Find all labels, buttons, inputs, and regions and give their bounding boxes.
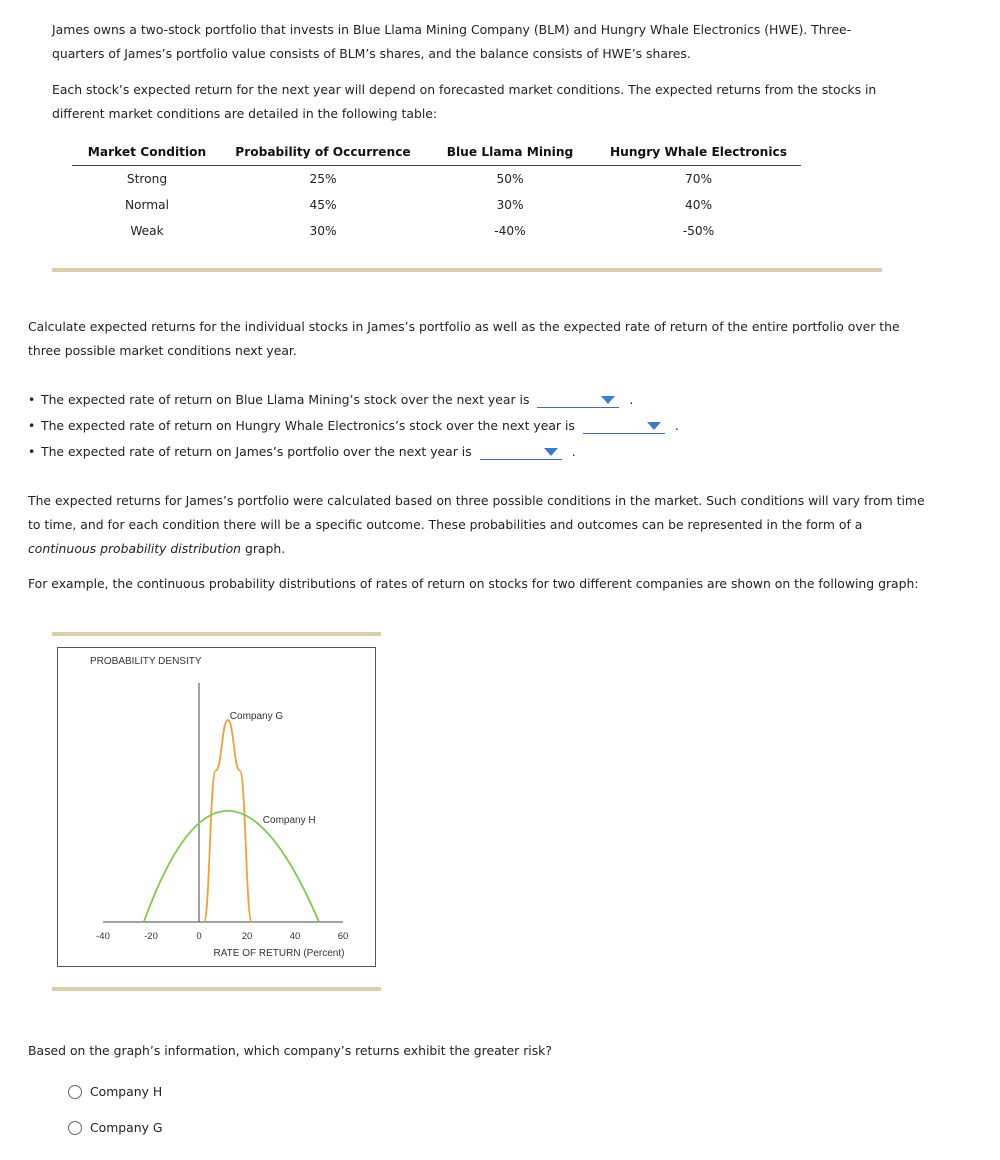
graph-bottom-divider bbox=[52, 987, 381, 991]
market-conditions-table bbox=[72, 143, 801, 244]
cell-condition: Strong bbox=[126, 172, 168, 186]
period: . bbox=[629, 392, 634, 407]
probability-distribution-chart bbox=[57, 647, 376, 967]
cell-probability: 25% bbox=[309, 172, 337, 186]
explanation-text-1: The expected returns for James’s portfolio were calculated based on three possible conditions in the market. Such conditions will vary from time to time, and for each condition there will be a specific outcome. These probabilities and outcomes can be represented in the form of a bbox=[28, 493, 925, 532]
cell-hwe-return: 40% bbox=[684, 198, 713, 212]
explanation-paragraph bbox=[28, 489, 928, 561]
section-divider bbox=[52, 268, 882, 272]
header-market-condition: Market Condition bbox=[72, 143, 222, 166]
table-header-row bbox=[72, 143, 801, 166]
x-tick-label: 0 bbox=[196, 931, 202, 942]
cell-blm-return: 30% bbox=[496, 198, 524, 212]
hwe-question-text: The expected rate of return on Hungry Whale Electronics’s stock over the next year is bbox=[41, 418, 575, 433]
hwe-return-dropdown[interactable] bbox=[583, 419, 665, 434]
cell-condition: Normal bbox=[124, 198, 170, 212]
intro-paragraph-1: James owns a two-stock portfolio that invests in Blue Llama Mining Company (BLM) and Hungry Whale Electronics (HWE). Three-quarters of James’s portfolio value consists of BLM’s shares, and the balance consists of HWE’s shares. bbox=[52, 22, 852, 61]
radio-button[interactable] bbox=[68, 1085, 82, 1099]
option-label: Company H bbox=[90, 1084, 163, 1099]
header-hungry-whale: Hungry Whale Electronics bbox=[596, 143, 801, 166]
x-tick-label: 20 bbox=[241, 931, 253, 942]
list-item bbox=[28, 413, 679, 439]
curve-company-h bbox=[144, 811, 319, 922]
series-labels bbox=[230, 711, 316, 826]
chevron-down-icon bbox=[544, 448, 558, 456]
y-axis-label: PROBABILITY DENSITY bbox=[90, 656, 202, 667]
x-tick-label: 60 bbox=[337, 931, 349, 942]
x-tick-label: -20 bbox=[144, 931, 158, 942]
table-row bbox=[72, 166, 801, 193]
chart-svg bbox=[58, 648, 375, 966]
cell-probability: 30% bbox=[309, 224, 337, 238]
example-paragraph: For example, the continuous probability distributions of rates of return on stocks for two different companies are shown on the following graph: bbox=[28, 576, 919, 591]
portfolio-return-dropdown[interactable] bbox=[480, 445, 562, 460]
portfolio-question-text: The expected rate of return on James’s portfolio over the next year is bbox=[41, 444, 472, 459]
cell-condition: Weak bbox=[130, 224, 164, 238]
header-blue-llama: Blue Llama Mining bbox=[424, 143, 596, 166]
blm-question-text: The expected rate of return on Blue Llama Mining’s stock over the next year is bbox=[41, 392, 530, 407]
list-item bbox=[28, 387, 679, 413]
cell-probability: 45% bbox=[309, 198, 337, 212]
x-tick-label: 40 bbox=[289, 931, 301, 942]
table-row bbox=[72, 192, 801, 218]
cell-hwe-return: -50% bbox=[682, 224, 715, 238]
period: . bbox=[571, 444, 576, 459]
intro-paragraph-2: Each stock’s expected return for the next year will depend on forecasted market conditions. The expected returns from the stocks in different market conditions are detailed in the following table: bbox=[52, 82, 877, 121]
list-item bbox=[28, 439, 679, 465]
option-company-g[interactable] bbox=[68, 1118, 163, 1138]
option-label: Company G bbox=[90, 1120, 163, 1135]
blm-return-dropdown[interactable] bbox=[537, 393, 619, 408]
calc-instruction: Calculate expected returns for the individual stocks in James’s portfolio as well as the expected rate of return of the entire portfolio over the three possible market conditions next year. bbox=[28, 319, 900, 358]
chevron-down-icon bbox=[647, 422, 661, 430]
cell-blm-return: -40% bbox=[494, 224, 526, 238]
graph-top-divider bbox=[52, 632, 381, 636]
series-label-company-g: Company G bbox=[229, 711, 284, 722]
cell-hwe-return: 70% bbox=[684, 172, 713, 186]
explanation-text-2: graph. bbox=[241, 541, 286, 556]
series-label-company-h: Company H bbox=[262, 814, 316, 826]
curve-company-g bbox=[204, 720, 252, 922]
period: . bbox=[674, 418, 679, 433]
x-axis-label: RATE OF RETURN (Percent) bbox=[213, 948, 345, 959]
table-row bbox=[72, 218, 801, 244]
answer-list bbox=[28, 387, 679, 465]
risk-question: Based on the graph’s information, which company’s returns exhibit the greater risk? bbox=[28, 1043, 552, 1058]
chevron-down-icon bbox=[601, 396, 615, 404]
header-probability: Probability of Occurrence bbox=[222, 143, 424, 166]
cell-blm-return: 50% bbox=[496, 172, 524, 186]
x-tick-label: -40 bbox=[96, 931, 110, 942]
x-tick-labels bbox=[96, 931, 348, 942]
explanation-italic-term: continuous probability distribution bbox=[28, 541, 242, 556]
option-company-h[interactable] bbox=[68, 1082, 162, 1102]
radio-button[interactable] bbox=[68, 1121, 82, 1135]
